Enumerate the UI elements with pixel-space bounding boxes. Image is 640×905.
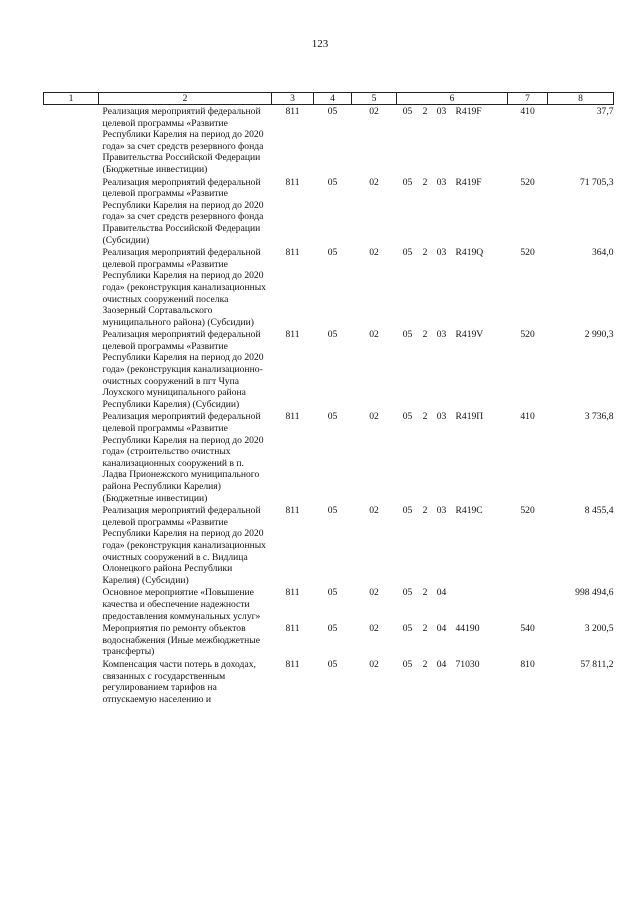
row-subsection-code: 02 [369,176,379,188]
header-col-8: 8 [548,93,614,105]
row-ministry-code: 811 [285,106,300,117]
table-row [44,328,614,410]
row-description: Основное мероприятие «Повышение качества и обеспечение надежности предоставления коммунальных услуг» [102,587,261,622]
row-description: Реализация мероприятий федеральной целевой программы «Развитие Республики Карелия на период до 2020 года» (реконструкция канализационно-очистных сооружений в пгт Чупа Лоухского муниципального района Республики Карелия) (Субсидии) [102,329,264,410]
row-amount: 3 736,8 [584,411,614,423]
row-description: Реализация мероприятий федеральной целевой программы «Развитие Республики Карелия на период до 2020 года» (реконструкция канализационных очистных сооружений поселка Заозерный Сортавальского муниципального района) (Субсидии) [102,247,266,328]
row-subsection-code: 02 [369,411,379,423]
row-program-code: 05 [402,329,413,341]
blank-cell [44,105,99,176]
row-ministry-code: 811 [285,247,300,259]
row-ministry-code: 811 [285,658,300,670]
table-row [44,410,614,504]
row-section-code: 05 [327,247,338,259]
row-amount: 3 200,5 [584,623,614,635]
row-ministry-code: 811 [285,411,300,423]
blank-cell [44,246,99,328]
row-amount: 57 811,2 [580,658,614,670]
header-col-4: 4 [314,93,352,105]
row-program-code: 05 [402,411,413,423]
blank-cell [44,176,99,247]
row-activity-code: 04 [436,587,447,599]
row-activity-code: 04 [436,658,447,670]
row-program-code: 05 [402,106,413,117]
row-description: Реализация мероприятий федеральной целевой программы «Развитие Республики Карелия на период до 2020 года» за счет средств резервного фонда Правительства Российской Федерации (Субсидии) [102,176,264,246]
row-subprogram-code: 2 [422,587,428,599]
table-row [44,586,614,622]
row-direction-code: 71030 [455,658,480,670]
row-amount: 364,0 [591,247,614,259]
header-col-5: 5 [352,93,397,105]
row-subprogram-code: 2 [422,623,428,635]
row-activity-code: 03 [436,176,447,188]
row-direction-code: R419F [455,176,482,188]
row-expense-type: 410 [520,411,535,423]
row-ministry-code: 811 [285,623,300,635]
table-row [44,504,614,586]
row-amount: 2 990,3 [584,329,614,341]
row-section-code: 05 [327,505,338,517]
row-amount: 998 494,6 [575,587,614,599]
blank-cell [44,504,99,586]
header-col-6: 6 [397,93,508,105]
row-activity-code: 03 [436,106,447,117]
row-subsection-code: 02 [369,247,379,259]
table-row [44,105,614,176]
table-header [44,93,614,105]
table-row [44,658,614,705]
row-direction-code: 44190 [455,623,480,635]
row-direction-code: R419Q [455,247,484,259]
page-number: 123 [311,38,329,50]
row-subprogram-code: 2 [422,106,428,117]
row-activity-code: 03 [436,505,447,517]
row-ministry-code: 811 [285,176,300,188]
row-ministry-code: 811 [285,505,300,517]
row-direction-code: R419F [455,106,482,117]
header-col-2: 2 [99,93,272,105]
row-activity-code: 03 [436,247,447,259]
row-section-code: 05 [327,587,338,599]
row-amount: 37,7 [596,106,614,117]
row-subsection-code: 02 [369,106,379,117]
row-expense-type: 520 [520,505,535,517]
row-subsection-code: 02 [369,329,379,341]
row-ministry-code: 811 [285,587,300,599]
row-section-code: 05 [327,106,338,117]
row-program-code: 05 [402,505,413,517]
budget-table [43,92,614,705]
row-direction-code: R419П [455,411,484,423]
row-expense-type: 540 [520,623,535,635]
row-ministry-code: 811 [285,329,300,341]
table-body [44,105,614,706]
table-row [44,622,614,658]
row-section-code: 05 [327,411,338,423]
header-col-1: 1 [44,93,99,105]
row-subprogram-code: 2 [422,411,428,423]
row-description: Компенсация части потерь в доходах, связанных с государственным регулированием тарифов на отпускаемую населению и [102,658,256,705]
row-amount: 71 705,3 [579,176,614,188]
row-direction-code [452,586,508,622]
header-col-7: 7 [508,93,548,105]
row-activity-code: 03 [436,411,447,423]
row-program-code: 05 [402,658,413,670]
row-subprogram-code: 2 [422,658,428,670]
row-description: Реализация мероприятий федеральной целевой программы «Развитие Республики Карелия на период до 2020 года» (реконструкция канализационных очистных сооружений в с. Видлица Олонецкого района Республики Карелия) (Субсидии) [102,505,266,586]
row-section-code: 05 [327,623,338,635]
table-row [44,176,614,247]
row-description: Реализация мероприятий федеральной целевой программы «Развитие Республики Карелия на период до 2020 года» (строительство очистных канализационных сооружений в п. Ладва Прионежского муниципального района Республики Карелия) (Бюджетные инвестиции) [102,411,264,504]
row-section-code: 05 [327,329,338,341]
blank-cell [44,622,99,658]
row-subprogram-code: 2 [422,247,428,259]
row-program-code: 05 [402,623,413,635]
row-description: Реализация мероприятий федеральной целевой программы «Развитие Республики Карелия на период до 2020 года» за счет средств резервного фонда Правительства Российской Федерации (Бюджетные инвестиции) [102,106,264,175]
row-expense-type: 810 [520,658,535,670]
row-activity-code: 04 [436,623,447,635]
row-expense-type: 520 [520,247,535,259]
row-subprogram-code: 2 [422,176,428,188]
row-section-code: 05 [327,658,338,670]
row-amount: 8 455,4 [584,505,614,517]
row-subsection-code: 02 [369,623,379,635]
blank-cell [44,586,99,622]
row-program-code: 05 [402,587,413,599]
row-program-code: 05 [402,247,413,259]
row-direction-code: R419C [455,505,483,517]
row-direction-code: R419V [455,329,484,341]
row-expense-type: 520 [520,176,535,188]
row-activity-code: 03 [436,329,447,341]
row-subsection-code: 02 [369,587,379,599]
row-subsection-code: 02 [369,505,379,517]
row-expense-type: 520 [520,329,535,341]
row-expense-type [508,586,548,622]
header-col-3: 3 [272,93,314,105]
row-subprogram-code: 2 [422,505,428,517]
row-program-code: 05 [402,176,413,188]
blank-cell [44,328,99,410]
table-row [44,246,614,328]
blank-cell [44,658,99,705]
row-description: Мероприятия по ремонту объектов водоснабжения (Иные межбюджетные трансферты) [102,623,260,658]
row-subprogram-code: 2 [422,329,428,341]
row-expense-type: 410 [520,106,535,117]
row-subsection-code: 02 [369,658,379,670]
row-section-code: 05 [327,176,338,188]
blank-cell [44,410,99,504]
